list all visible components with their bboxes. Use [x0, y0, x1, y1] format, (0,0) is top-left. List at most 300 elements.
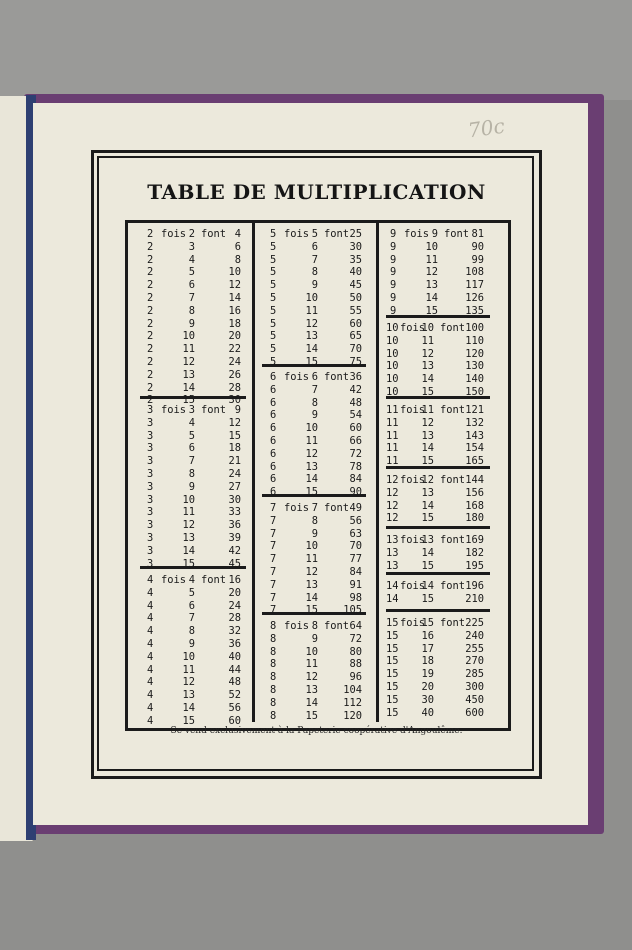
font-label: font: [324, 620, 350, 632]
fois-label: fois: [400, 617, 426, 629]
multiplier: 13: [305, 330, 318, 343]
font-label: font: [324, 371, 350, 383]
multiplier: 5: [188, 586, 195, 599]
multiplier: 14: [421, 499, 434, 512]
multiplicand: 8: [270, 671, 277, 684]
product: 90: [349, 486, 362, 499]
multiplicand: 6: [270, 396, 277, 409]
fois-label: fois: [400, 404, 426, 416]
multiplicand: 4: [147, 586, 154, 599]
multiplier: 13: [421, 360, 434, 373]
multiplier: 3: [188, 404, 195, 416]
table-row: [270, 356, 362, 369]
multiplier: 12: [421, 474, 434, 486]
multiplier: 11: [305, 304, 318, 317]
multiplicand: 7: [270, 514, 277, 527]
table-row: [147, 574, 241, 587]
multiplier: 9: [311, 409, 318, 422]
multiplicand: 4: [147, 625, 154, 638]
product: 52: [228, 689, 241, 702]
multiplier: 15: [305, 486, 318, 499]
product: 25: [349, 228, 362, 240]
multiplier: 5: [188, 266, 195, 279]
multiplicand: 10: [386, 334, 399, 347]
multiplicand: 12: [386, 512, 399, 525]
product: 42: [349, 383, 362, 396]
multiplier: 3: [188, 240, 195, 253]
multiplier: 12: [421, 347, 434, 360]
multiplicand: 9: [390, 291, 397, 304]
fois-label: fois: [400, 322, 426, 334]
product: 54: [349, 409, 362, 422]
product: 600: [465, 706, 484, 719]
multiplier: 15: [421, 385, 434, 398]
table-row: [386, 681, 484, 694]
table-row: [270, 461, 362, 474]
product: 30: [228, 493, 241, 506]
multiplicand: 7: [270, 565, 277, 578]
product: 135: [465, 304, 484, 317]
table-row: [147, 519, 241, 532]
product: 39: [228, 531, 241, 544]
multiplier: 7: [188, 291, 195, 304]
multiplicand: 15: [386, 617, 399, 629]
multiplicand: 15: [386, 680, 399, 693]
multiplier: 6: [188, 442, 195, 455]
font-label: font: [324, 228, 350, 240]
table-row: [270, 604, 362, 617]
multiplier: 12: [305, 671, 318, 684]
multiplicand: 11: [386, 442, 399, 455]
table-row: [147, 545, 241, 558]
table-of-3: [147, 404, 241, 570]
multiplicand: 13: [386, 534, 399, 546]
multiplier: 17: [421, 642, 434, 655]
multiplier: 12: [305, 565, 318, 578]
table-row: [386, 630, 484, 643]
table-row: [147, 417, 241, 430]
product: 14: [228, 291, 241, 304]
multiplier: 12: [305, 317, 318, 330]
multiplicand: 7: [270, 604, 277, 617]
multiplicand: 6: [270, 447, 277, 460]
multiplicand: 6: [270, 460, 277, 473]
table-row: [386, 386, 484, 399]
font-label: font: [440, 322, 466, 334]
product: 12: [228, 416, 241, 429]
multiplier: 14: [182, 544, 195, 557]
multiplier: 15: [421, 592, 434, 605]
table-row: [386, 512, 484, 525]
multiplicand: 8: [270, 632, 277, 645]
product: 88: [349, 658, 362, 671]
table-of-10: [386, 322, 484, 399]
multiplier: 15: [421, 512, 434, 525]
table-row: [386, 668, 484, 681]
product: 8: [234, 253, 241, 266]
product: 132: [465, 416, 484, 429]
product: 72: [349, 632, 362, 645]
product: 140: [465, 373, 484, 386]
fois-label: fois: [400, 580, 426, 592]
multiplicand: 4: [147, 701, 154, 714]
table-of-6: [270, 371, 362, 499]
product: 84: [349, 473, 362, 486]
font-label: font: [201, 228, 227, 240]
multiplier: 12: [421, 416, 434, 429]
multiplier: 15: [305, 709, 318, 722]
multiplicand: 7: [270, 578, 277, 591]
product: 117: [465, 279, 484, 292]
product: 240: [465, 629, 484, 642]
multiplier: 14: [421, 442, 434, 455]
product: 40: [228, 650, 241, 663]
multiplier: 10: [305, 540, 318, 553]
product: 60: [228, 714, 241, 727]
product: 225: [465, 617, 484, 629]
multiplier: 11: [182, 506, 195, 519]
table-row: [386, 487, 484, 500]
table-row: [147, 442, 241, 455]
multiplicand: 2: [147, 253, 154, 266]
multiplicand: 3: [147, 544, 154, 557]
multiplicand: 4: [147, 650, 154, 663]
table-row: [386, 430, 484, 443]
product: 104: [343, 683, 362, 696]
product: 55: [349, 304, 362, 317]
multiplier: 10: [182, 493, 195, 506]
product: 42: [228, 544, 241, 557]
multiplier: 20: [421, 680, 434, 693]
multiplicand: 6: [270, 371, 277, 383]
table-row: [390, 305, 484, 318]
multiplicand: 11: [386, 416, 399, 429]
table-row: [147, 558, 241, 571]
block-divider: [386, 526, 490, 529]
table-row: [147, 292, 241, 305]
multiplicand: 9: [390, 304, 397, 317]
multiplier: 15: [305, 604, 318, 617]
multiplier: 13: [305, 683, 318, 696]
product: 112: [343, 696, 362, 709]
multiplicand: 7: [270, 502, 277, 514]
multiplicand: 10: [386, 385, 399, 398]
multiplicand: 6: [270, 486, 277, 499]
multiplier: 14: [182, 701, 195, 714]
product: 210: [465, 592, 484, 605]
table-row: [390, 266, 484, 279]
product: 182: [465, 546, 484, 559]
table-row: [386, 500, 484, 513]
table-row: [270, 671, 362, 684]
multiplier: 6: [188, 279, 195, 292]
footer-note: Se vend exclusivement à la Papeterie coopérative d'Angoulême.: [170, 726, 463, 736]
product: 255: [465, 642, 484, 655]
multiplicand: 5: [270, 330, 277, 343]
table-row: [147, 612, 241, 625]
multiplier: 15: [305, 355, 318, 368]
product: 48: [349, 396, 362, 409]
product: 24: [228, 355, 241, 368]
product: 28: [228, 612, 241, 625]
multiplicand: 8: [270, 709, 277, 722]
table-row: [147, 689, 241, 702]
multiplier: 10: [305, 291, 318, 304]
font-label: font: [440, 404, 466, 416]
multiplicand: 15: [386, 629, 399, 642]
multiplier: 14: [305, 591, 318, 604]
multiplicand: 15: [386, 655, 399, 668]
product: 90: [471, 240, 484, 253]
product: 56: [228, 701, 241, 714]
table-row: [270, 422, 362, 435]
table-row: [147, 279, 241, 292]
product: 165: [465, 455, 484, 468]
table-row: [386, 348, 484, 361]
multiplicand: 7: [270, 553, 277, 566]
table-row: [386, 417, 484, 430]
product: 65: [349, 330, 362, 343]
multiplier: 14: [421, 546, 434, 559]
multiplicand: 8: [270, 696, 277, 709]
table-row: [386, 322, 484, 335]
product: 450: [465, 693, 484, 706]
font-label: font: [444, 228, 470, 240]
multiplicand: 4: [147, 676, 154, 689]
product: 56: [349, 514, 362, 527]
multiplicand: 2: [147, 317, 154, 330]
product: 40: [349, 266, 362, 279]
multiplier: 9: [188, 317, 195, 330]
multiplier: 12: [425, 266, 438, 279]
table-row: [147, 455, 241, 468]
product: 70: [349, 343, 362, 356]
multiplicand: 4: [147, 689, 154, 702]
multiplier: 13: [182, 531, 195, 544]
multiplicand: 15: [386, 668, 399, 681]
table-row: [270, 515, 362, 528]
multiplier: 10: [305, 422, 318, 435]
product: 80: [349, 645, 362, 658]
multiplicand: 3: [147, 531, 154, 544]
multiplicand: 2: [147, 368, 154, 381]
fois-label: fois: [161, 574, 187, 586]
multiplier: 10: [182, 330, 195, 343]
product: 35: [349, 253, 362, 266]
table-of-4: [147, 574, 241, 728]
table-row: [270, 384, 362, 397]
product: 110: [465, 334, 484, 347]
table-row: [390, 292, 484, 305]
table-row: [270, 646, 362, 659]
table-of-9: [390, 228, 484, 318]
multiplicand: 3: [147, 506, 154, 519]
multiplier: 7: [311, 253, 318, 266]
fois-label: fois: [284, 502, 310, 514]
table-row: [270, 397, 362, 410]
multiplier: 12: [182, 519, 195, 532]
product: 16: [228, 574, 241, 586]
product: 22: [228, 343, 241, 356]
table-row: [147, 404, 241, 417]
multiplicand: 3: [147, 480, 154, 493]
multiplicand: 10: [386, 322, 399, 334]
multiplicand: 4: [147, 637, 154, 650]
multiplicand: 5: [270, 304, 277, 317]
product: 50: [349, 291, 362, 304]
table-row: [147, 305, 241, 318]
multiplicand: 9: [390, 228, 397, 240]
table-of-5: [270, 228, 362, 369]
table-row: [390, 279, 484, 292]
multiplicand: 15: [386, 706, 399, 719]
block-divider: [386, 609, 490, 612]
product: 180: [465, 512, 484, 525]
product: 24: [228, 467, 241, 480]
table-row: [386, 547, 484, 560]
multiplicand: 14: [386, 580, 399, 592]
table-row: [147, 254, 241, 267]
multiplicand: 9: [390, 240, 397, 253]
multiplier: 11: [305, 553, 318, 566]
multiplier: 11: [421, 404, 434, 416]
table-row: [386, 643, 484, 656]
fois-label: fois: [284, 371, 310, 383]
multiplier: 14: [305, 343, 318, 356]
multiplicand: 2: [147, 304, 154, 317]
fois-label: fois: [284, 620, 310, 632]
table-row: [147, 638, 241, 651]
font-label: font: [440, 534, 466, 546]
multiplicand: 5: [270, 279, 277, 292]
table-row: [147, 468, 241, 481]
table-of-8: [270, 620, 362, 722]
product: 10: [228, 266, 241, 279]
multiplier: 4: [188, 253, 195, 266]
product: 45: [349, 279, 362, 292]
product: 150: [465, 385, 484, 398]
multiplicand: 12: [386, 474, 399, 486]
product: 20: [228, 330, 241, 343]
multiplier: 15: [182, 394, 195, 407]
product: 120: [343, 709, 362, 722]
product: 169: [465, 534, 484, 546]
product: 30: [228, 394, 241, 407]
font-label: font: [440, 580, 466, 592]
multiplier: 12: [182, 355, 195, 368]
multiplier: 30: [421, 693, 434, 706]
multiplier: 14: [421, 373, 434, 386]
multiplier: 9: [311, 279, 318, 292]
multiplicand: 10: [386, 347, 399, 360]
product: 156: [465, 486, 484, 499]
column-divider: [376, 222, 379, 722]
multiplier: 4: [188, 574, 195, 586]
product: 60: [349, 422, 362, 435]
table-row: [270, 592, 362, 605]
table-row: [147, 266, 241, 279]
table-row: [270, 305, 362, 318]
multiplicand: 3: [147, 429, 154, 442]
product: 32: [228, 625, 241, 638]
table-row: [147, 481, 241, 494]
product: 66: [349, 434, 362, 447]
multiplier: 13: [421, 534, 434, 546]
multiplier: 5: [188, 429, 195, 442]
multiplier: 15: [421, 559, 434, 572]
multiplier: 14: [182, 381, 195, 394]
product: 60: [349, 317, 362, 330]
multiplier: 12: [182, 676, 195, 689]
multiplicand: 11: [386, 404, 399, 416]
table-row: [270, 292, 362, 305]
fois-label: fois: [404, 228, 430, 240]
multiplicand: 5: [270, 291, 277, 304]
multiplier: 18: [421, 655, 434, 668]
multiplier: 8: [311, 396, 318, 409]
product: 270: [465, 655, 484, 668]
multiplier: 8: [311, 514, 318, 527]
table-row: [386, 707, 484, 720]
table-row: [270, 473, 362, 486]
product: 84: [349, 565, 362, 578]
table-row: [270, 684, 362, 697]
product: 144: [465, 474, 484, 486]
multiplicand: 13: [386, 546, 399, 559]
table-row: [386, 593, 484, 606]
multiplier: 19: [421, 668, 434, 681]
multiplicand: 6: [270, 383, 277, 396]
table-row: [270, 658, 362, 671]
multiplicand: 5: [270, 343, 277, 356]
multiplier: 16: [421, 629, 434, 642]
product: 36: [349, 371, 362, 383]
multiplier: 13: [305, 460, 318, 473]
table-row: [270, 266, 362, 279]
product: 120: [465, 347, 484, 360]
font-label: font: [201, 404, 227, 416]
multiplier: 15: [421, 617, 434, 629]
product: 72: [349, 447, 362, 460]
multiplicand: 6: [270, 409, 277, 422]
table-of-13: [386, 534, 484, 572]
multiplicand: 2: [147, 240, 154, 253]
multiplier: 8: [188, 625, 195, 638]
multiplicand: 8: [270, 683, 277, 696]
multiplier: 9: [311, 527, 318, 540]
table-row: [270, 409, 362, 422]
product: 168: [465, 499, 484, 512]
multiplicand: 8: [270, 620, 277, 632]
multiplicand: 7: [270, 527, 277, 540]
table-row: [147, 356, 241, 369]
table-row: [147, 494, 241, 507]
multiplicand: 5: [270, 355, 277, 368]
product: 64: [349, 620, 362, 632]
product: 16: [228, 304, 241, 317]
product: 18: [228, 317, 241, 330]
multiplier: 15: [421, 455, 434, 468]
multiplier: 13: [421, 486, 434, 499]
table-row: [386, 560, 484, 573]
multiplier: 13: [421, 429, 434, 442]
table-row: [147, 625, 241, 638]
pencil-note: 70c: [466, 113, 507, 143]
product: 96: [349, 671, 362, 684]
multiplier: 11: [182, 343, 195, 356]
multiplier: 40: [421, 706, 434, 719]
product: 45: [228, 557, 241, 570]
